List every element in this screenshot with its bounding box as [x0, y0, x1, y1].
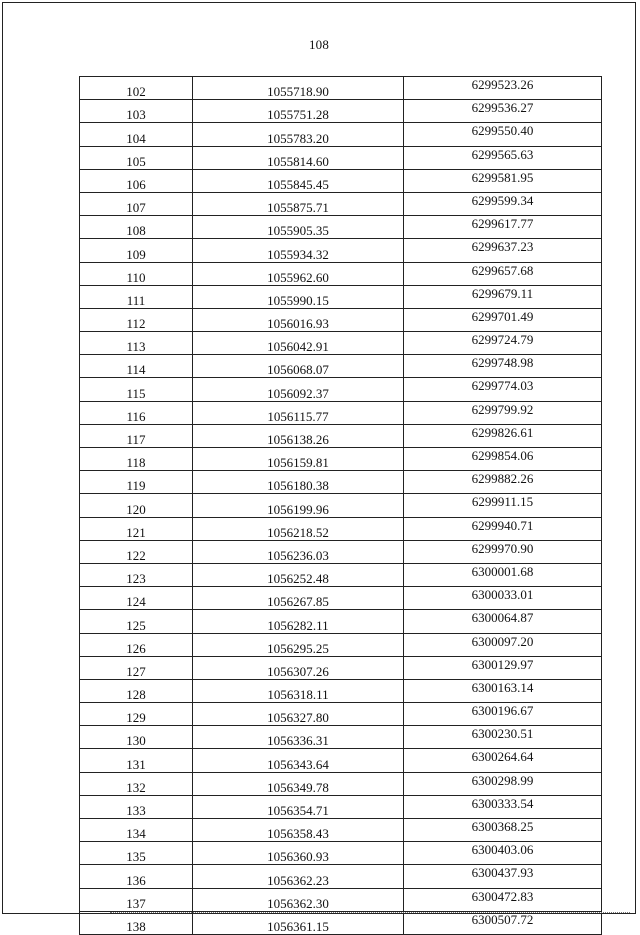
- coordinate-y: 6299799.92: [404, 401, 602, 424]
- point-number: 110: [80, 262, 193, 285]
- point-number: 102: [80, 77, 193, 100]
- coordinate-y: 6299701.49: [404, 308, 602, 331]
- table-row: [80, 517, 602, 540]
- table-row: [80, 100, 602, 123]
- point-number: 103: [80, 100, 193, 123]
- point-number: 121: [80, 517, 193, 540]
- point-number: 106: [80, 169, 193, 192]
- coordinate-x: 1056354.71: [193, 795, 404, 818]
- table-row: [80, 448, 602, 471]
- coordinate-y: 6300368.25: [404, 819, 602, 842]
- table-row: [80, 633, 602, 656]
- table-row: [80, 401, 602, 424]
- coordinate-x: 1055962.60: [193, 262, 404, 285]
- coordinate-y: 6299565.63: [404, 146, 602, 169]
- point-number: 133: [80, 795, 193, 818]
- coordinate-x: 1055990.15: [193, 285, 404, 308]
- point-number: 131: [80, 749, 193, 772]
- table-row: [80, 77, 602, 100]
- coordinate-y: 6299826.61: [404, 424, 602, 447]
- coordinate-y: 6300163.14: [404, 679, 602, 702]
- point-number: 122: [80, 540, 193, 563]
- point-number: 104: [80, 123, 193, 146]
- point-number: 108: [80, 216, 193, 239]
- coordinate-x: 1056092.37: [193, 378, 404, 401]
- point-number: 113: [80, 332, 193, 355]
- table-row: [80, 494, 602, 517]
- coordinate-x: 1056180.38: [193, 471, 404, 494]
- table-row: [80, 308, 602, 331]
- coordinate-y: 6300097.20: [404, 633, 602, 656]
- page-number: 108: [308, 37, 330, 52]
- point-number: 116: [80, 401, 193, 424]
- coordinate-y: 6299679.11: [404, 285, 602, 308]
- point-number: 129: [80, 703, 193, 726]
- coordinate-x: 1055814.60: [193, 146, 404, 169]
- document-page: [2, 2, 636, 934]
- coordinate-y: 6299550.40: [404, 123, 602, 146]
- table-row: [80, 262, 602, 285]
- table-row: [80, 819, 602, 842]
- table-row: [80, 865, 602, 888]
- coordinate-y: 6300129.97: [404, 656, 602, 679]
- table-row: [80, 169, 602, 192]
- coordinate-x: 1056016.93: [193, 308, 404, 331]
- coordinate-x: 1056282.11: [193, 610, 404, 633]
- coordinate-y: 6299774.03: [404, 378, 602, 401]
- table-row: [80, 703, 602, 726]
- point-number: 137: [80, 888, 193, 911]
- table-row: [80, 146, 602, 169]
- coordinate-x: 1056236.03: [193, 540, 404, 563]
- coordinate-x: 1056138.26: [193, 424, 404, 447]
- table-row: [80, 285, 602, 308]
- point-number: 119: [80, 471, 193, 494]
- coordinate-y: 6300064.87: [404, 610, 602, 633]
- coordinate-y: 6300403.06: [404, 842, 602, 865]
- coordinate-y: 6299581.95: [404, 169, 602, 192]
- table-row: [80, 540, 602, 563]
- point-number: 126: [80, 633, 193, 656]
- coordinate-y: 6299748.98: [404, 355, 602, 378]
- coordinate-x: 1055751.28: [193, 100, 404, 123]
- coordinates-table: [79, 76, 602, 935]
- point-number: 118: [80, 448, 193, 471]
- point-number: 120: [80, 494, 193, 517]
- table-row: [80, 424, 602, 447]
- coordinate-x: 1056360.93: [193, 842, 404, 865]
- coordinate-y: 6299523.26: [404, 77, 602, 100]
- coordinate-y: 6299854.06: [404, 448, 602, 471]
- point-number: 124: [80, 587, 193, 610]
- coordinate-x: 1056358.43: [193, 819, 404, 842]
- point-number: 107: [80, 192, 193, 215]
- table-row: [80, 888, 602, 911]
- table-row: [80, 471, 602, 494]
- point-number: 138: [80, 911, 193, 934]
- coordinate-x: 1055718.90: [193, 77, 404, 100]
- coordinate-x: 1056199.96: [193, 494, 404, 517]
- table-row: [80, 772, 602, 795]
- coordinate-y: 6299536.27: [404, 100, 602, 123]
- coordinate-x: 1056349.78: [193, 772, 404, 795]
- coordinate-y: 6299911.15: [404, 494, 602, 517]
- table-row: [80, 726, 602, 749]
- coordinate-y: 6300507.72: [404, 911, 602, 934]
- coordinate-x: 1056267.85: [193, 587, 404, 610]
- coordinate-y: 6300230.51: [404, 726, 602, 749]
- coordinate-x: 1056159.81: [193, 448, 404, 471]
- coordinate-y: 6299617.77: [404, 216, 602, 239]
- coordinate-x: 1056336.31: [193, 726, 404, 749]
- table-row: [80, 355, 602, 378]
- scan-edge-line: [110, 912, 630, 913]
- coordinate-x: 1056115.77: [193, 401, 404, 424]
- point-number: 105: [80, 146, 193, 169]
- table-row: [80, 656, 602, 679]
- table-row: [80, 563, 602, 586]
- point-number: 112: [80, 308, 193, 331]
- point-number: 132: [80, 772, 193, 795]
- coordinate-y: 6300437.93: [404, 865, 602, 888]
- coordinate-x: 1055905.35: [193, 216, 404, 239]
- point-number: 117: [80, 424, 193, 447]
- coordinate-y: 6299882.26: [404, 471, 602, 494]
- coordinate-y: 6300298.99: [404, 772, 602, 795]
- coordinate-x: 1056252.48: [193, 563, 404, 586]
- coordinate-y: 6300196.67: [404, 703, 602, 726]
- point-number: 111: [80, 285, 193, 308]
- coordinate-x: 1055934.32: [193, 239, 404, 262]
- coordinate-y: 6299599.34: [404, 192, 602, 215]
- table-row: [80, 749, 602, 772]
- coordinate-y: 6300472.83: [404, 888, 602, 911]
- coordinate-x: 1056327.80: [193, 703, 404, 726]
- coordinate-x: 1056218.52: [193, 517, 404, 540]
- table-row: [80, 332, 602, 355]
- table-row: [80, 795, 602, 818]
- point-number: 115: [80, 378, 193, 401]
- coordinate-x: 1055845.45: [193, 169, 404, 192]
- coordinate-y: 6300264.64: [404, 749, 602, 772]
- table-row: [80, 842, 602, 865]
- point-number: 114: [80, 355, 193, 378]
- coordinates-table-body: [80, 77, 602, 935]
- coordinate-x: 1055875.71: [193, 192, 404, 215]
- table-row: [80, 216, 602, 239]
- coordinate-x: 1056307.26: [193, 656, 404, 679]
- table-row: [80, 192, 602, 215]
- coordinate-y: 6299637.23: [404, 239, 602, 262]
- coordinate-y: 6299724.79: [404, 332, 602, 355]
- coordinate-y: 6300333.54: [404, 795, 602, 818]
- point-number: 109: [80, 239, 193, 262]
- coordinate-y: 6299657.68: [404, 262, 602, 285]
- coordinate-x: 1056318.11: [193, 679, 404, 702]
- coordinate-x: 1056361.15: [193, 911, 404, 934]
- coordinate-x: 1056343.64: [193, 749, 404, 772]
- table-row: [80, 239, 602, 262]
- coordinate-y: 6299940.71: [404, 517, 602, 540]
- coordinate-x: 1056362.30: [193, 888, 404, 911]
- coordinate-y: 6300033.01: [404, 587, 602, 610]
- point-number: 134: [80, 819, 193, 842]
- point-number: 135: [80, 842, 193, 865]
- point-number: 125: [80, 610, 193, 633]
- coordinate-x: 1056068.07: [193, 355, 404, 378]
- table-row: [80, 911, 602, 934]
- point-number: 128: [80, 679, 193, 702]
- point-number: 136: [80, 865, 193, 888]
- table-row: [80, 378, 602, 401]
- coordinate-x: 1056042.91: [193, 332, 404, 355]
- point-number: 130: [80, 726, 193, 749]
- coordinate-x: 1056295.25: [193, 633, 404, 656]
- point-number: 127: [80, 656, 193, 679]
- coordinate-y: 6299970.90: [404, 540, 602, 563]
- table-row: [80, 679, 602, 702]
- coordinate-x: 1056362.23: [193, 865, 404, 888]
- table-row: [80, 587, 602, 610]
- table-row: [80, 123, 602, 146]
- coordinate-y: 6300001.68: [404, 563, 602, 586]
- coordinate-x: 1055783.20: [193, 123, 404, 146]
- point-number: 123: [80, 563, 193, 586]
- table-row: [80, 610, 602, 633]
